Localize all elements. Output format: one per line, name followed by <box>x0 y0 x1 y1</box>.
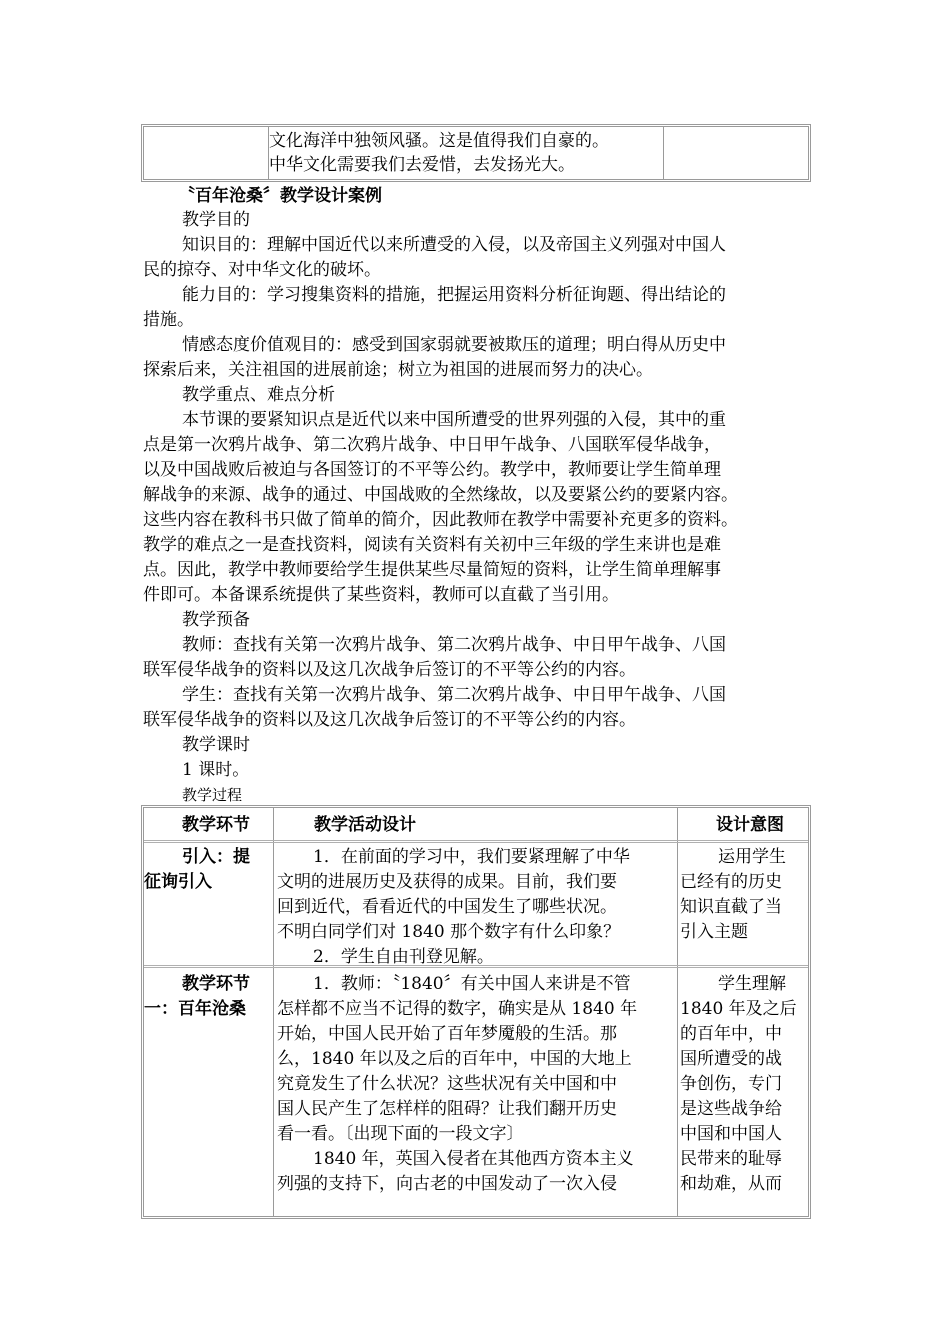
cell-line: 文明的进展历史及获得的成果。目前，我们要 <box>277 872 617 892</box>
cell-line: 运用学生 <box>718 847 786 867</box>
cell-line: 中国和中国人 <box>680 1124 782 1144</box>
row-divider <box>144 840 808 843</box>
paragraph-line: 件即可。本备课系统提供了某些资料，教师可以直截了当引用。 <box>143 585 619 605</box>
cell-line: 究竟发生了什么状况？这些状况有关中国和中 <box>277 1074 617 1094</box>
cell-line: 开始，中国人民开始了百年梦魇般的生活。那 <box>277 1024 617 1044</box>
cell-line: 怎样都不应当不记得的数字，确实是从 1840 年 <box>277 999 638 1019</box>
paragraph-line: 教师：查找有关第一次鸦片战争、第二次鸦片战争、中日甲午战争、八国 <box>182 635 726 655</box>
table-row-activity <box>277 845 675 970</box>
cell-line: 已经有的历史 <box>680 872 782 892</box>
cell-line: 引入：提 <box>182 847 250 867</box>
column-divider <box>273 808 274 1216</box>
section-heading: 教学预备 <box>182 610 250 630</box>
cell-line: 不明白同学们对 1840 那个数字有什么印象？ <box>277 922 621 942</box>
section-heading: 教学重点、难点分析 <box>182 385 335 405</box>
table-row-stage <box>144 845 270 895</box>
cell-line: 看一看。〔出现下面的一段文字〕 <box>277 1124 524 1144</box>
paragraph-line: 以及中国战败后被迫与各国签订的不平等公约。教学中，教师要让学生简单理 <box>143 460 721 480</box>
paragraph-line: 本节课的要紧知识点是近代以来中国所遭受的世界列强的入侵，其中的重 <box>182 410 726 430</box>
paragraph-line: 联军侵华战争的资料以及这几次战争后签订的不平等公约的内容。 <box>143 710 636 730</box>
paragraph-line: 解战争的来源、战争的通过、中国战败的全然缘故，以及要紧公约的要紧内容。 <box>143 485 738 505</box>
cell-line: 1840 年及之后 <box>680 999 797 1019</box>
text-line: 中华文化需要我们去爱惜，去发扬光大。 <box>269 155 575 175</box>
table-cell-empty-right <box>663 127 665 179</box>
continuation-table <box>141 124 811 182</box>
paragraph-line: 联军侵华战争的资料以及这几次战争后签订的不平等公约的内容。 <box>143 660 636 680</box>
section-heading: 教学目的 <box>182 210 250 230</box>
cell-line: 是这些战争给 <box>680 1099 782 1119</box>
table-row-stage <box>144 972 270 1022</box>
document-title: 〝百年沧桑〞教学设计案例 <box>178 186 382 206</box>
cell-line: 的百年中，中 <box>680 1024 782 1044</box>
cell-line: 么，1840 年以及之后的百年中，中国的大地上 <box>277 1049 632 1069</box>
cell-line: 1．教师：〝1840〞有关中国人来讲是不管 <box>313 974 631 994</box>
table-row-intent <box>680 972 808 1197</box>
table-cell-empty-left <box>144 127 269 179</box>
cell-line: 教学环节 <box>182 974 250 994</box>
table-row-activity <box>277 972 675 1197</box>
cell-line: 争创伤，专门 <box>680 1074 782 1094</box>
column-divider <box>677 808 678 1216</box>
cell-line: 知识直截了当 <box>680 897 782 917</box>
section-heading: 教学过程 <box>182 786 243 804</box>
paragraph-line: 教学的难点之一是查找资料，阅读有关资料有关初中三年级的学生来讲也是难 <box>143 535 721 555</box>
table-cell-text <box>269 129 662 177</box>
text-line: 文化海洋中独领风骚。这是值得我们自豪的。 <box>269 131 609 151</box>
cell-line: 学生理解 <box>718 974 786 994</box>
cell-line: 列强的支持下，向古老的中国发动了一次入侵 <box>277 1174 617 1194</box>
process-table <box>141 805 811 1219</box>
paragraph-line: 措施。 <box>143 310 194 330</box>
paragraph-line: 这些内容在教科书只做了简单的简介，因此教师在教学中需要补充更多的资料。 <box>143 510 738 530</box>
table-row-intent <box>680 845 808 945</box>
cell-line: 征询引入 <box>144 872 212 892</box>
cell-line: 回到近代，看看近代的中国发生了哪些状况。 <box>277 897 617 917</box>
cell-line: 2．学生自由刊登见解。 <box>313 947 494 967</box>
cell-line: 国人民产生了怎样样的阻碍？让我们翻开历史 <box>277 1099 617 1119</box>
paragraph-line: 知识目的：理解中国近代以来所遭受的入侵，以及帝国主义列强对中国人 <box>182 235 726 255</box>
column-header-activity: 教学活动设计 <box>314 815 416 835</box>
cell-line: 引入主题 <box>680 922 748 942</box>
paragraph-line: 学生：查找有关第一次鸦片战争、第二次鸦片战争、中日甲午战争、八国 <box>182 685 726 705</box>
column-header-intent: 设计意图 <box>716 815 784 835</box>
cell-line: 1840 年，英国入侵者在其他西方资本主义 <box>313 1149 634 1169</box>
paragraph-line: 情感态度价值观目的：感受到国家弱就要被欺压的道理；明白得从历史中 <box>182 335 726 355</box>
column-header-stage: 教学环节 <box>182 815 250 835</box>
paragraph-line: 点是第一次鸦片战争、第二次鸦片战争、中日甲午战争、八国联军侵华战争， <box>143 435 721 455</box>
body-text <box>143 208 803 808</box>
paragraph-line: 探索后来，关注祖国的进展前途；树立为祖国的进展而努力的决心。 <box>143 360 653 380</box>
cell-line: 和劫难，从而 <box>680 1174 782 1194</box>
cell-line: 民带来的耻辱 <box>680 1149 782 1169</box>
paragraph-line: 1 课时。 <box>182 760 250 780</box>
paragraph-line: 能力目的：学习搜集资料的措施，把握运用资料分析征询题、得出结论的 <box>182 285 726 305</box>
cell-line: 一：百年沧桑 <box>144 999 246 1019</box>
cell-line: 1．在前面的学习中，我们要紧理解了中华 <box>313 847 630 867</box>
cell-line: 国所遭受的战 <box>680 1049 782 1069</box>
paragraph-line: 民的掠夺、对中华文化的破坏。 <box>143 260 381 280</box>
paragraph-line: 点。因此，教学中教师要给学生提供某些尽量简短的资料，让学生简单理解事 <box>143 560 721 580</box>
section-heading: 教学课时 <box>182 735 250 755</box>
